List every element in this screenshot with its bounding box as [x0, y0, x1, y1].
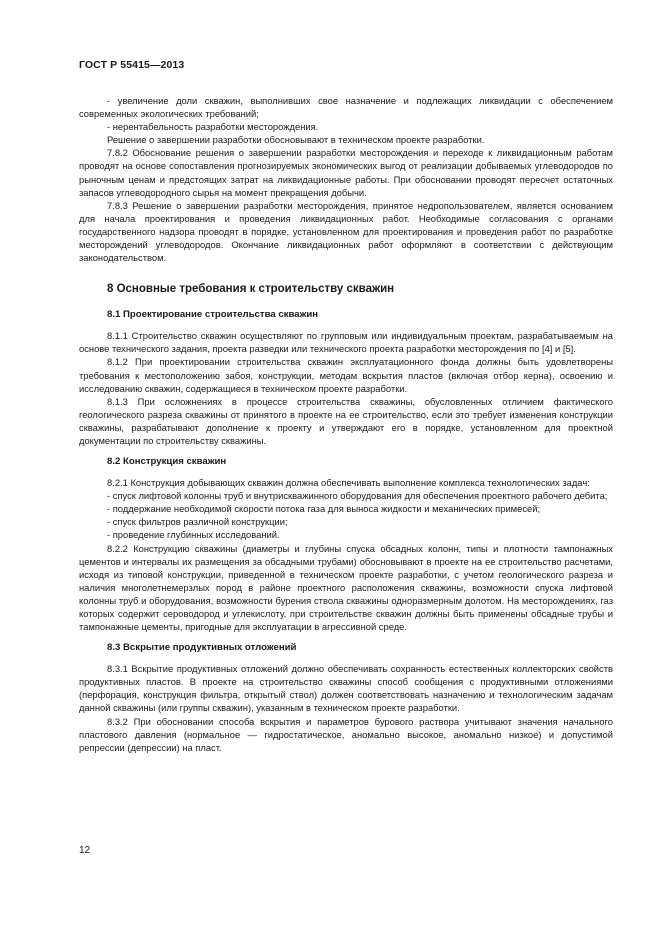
- clause-7-8-2: 7.8.2 Обоснование решения о завершении разработки месторождения и переходе к ликвидационным работам проводят на основе сопоставления прогнозируемых экономических выгод от реализации добываемых углеводородов по рыночным ценам и предстоящих затрат на ликвидационные работы. При обосновании проводят пересчет остаточных запасов углеводородного сырья на момент прекращения добычи.: [79, 147, 613, 198]
- page-body: [79, 94, 613, 754]
- clause-8-3-2: 8.3.2 При обосновании способа вскрытия и параметров бурового раствора учитывают значения начального пластового давления (нормальное — гидростатическое, аномально высокое, аномально низкое) и допустимой репрессии (депрессии) на пласт.: [79, 715, 613, 753]
- clause-8-1-2: 8.1.2 При проектировании строительства скважин эксплуатационного фонда должны быть удовлетворены требования к местоположению забоя, конструкции, методам вскрытия пластов (включая отбор керна), освоению и исследованию скважин, содержащиеся в техническом проекте разработки.: [79, 356, 613, 394]
- clause-8-1-1: 8.1.1 Строительство скважин осуществляют по групповым или индивидуальным проектам, разрабатываемым на основе технического задания, проекта разведки или технического проекта разработки месторождения по [4] и [5].: [79, 330, 613, 355]
- clause-8-2-2: 8.2.2 Конструкцию скважины (диаметры и глубины спуска обсадных колонн, типы и плотности тампонажных цементов и интервалы их размещения за обсадными трубами) обосновывают в проекте на ее строительство расчетами, исходя из типовой конструкции, приведенной в техническом проекте разработки, с учетом геологического разреза и наличия многолетнемерзлых пород в районе проектного расположения скважины, возможности спуска лифтовой колонны труб и оборудования, возможности бурения ствола скважины одноразмерным долотом. На месторождениях, газ которых содержит сероводород и углекислоту, при строительстве скважин должны быть применены обсадные трубы и тампонажные цементы, пригодные для эксплуатации в агрессивной среде.: [79, 542, 613, 633]
- standard-header: ГОСТ Р 55415—2013: [79, 59, 185, 71]
- clause-7-8-3: 7.8.3 Решение о завершении разработки месторождения, принятое недропользователем, является основанием для начала проектирования и проведения ликвидационных работ. Необходимые согласования с органами государственного надзора проводят в порядке, установленном для проектирования и проведения работ по разработке месторождений углеводородов. Окончание ликвидационных работ оформляют в соответствии с действующим законодательством.: [79, 199, 613, 264]
- section-8-heading: 8 Основные требования к строительству скважин: [107, 283, 395, 296]
- subsection-8-1-heading: 8.1 Проектирование строительства скважин: [107, 309, 319, 321]
- clause-8-1-3: 8.1.3 При осложнениях в процессе строительства скважины, обусловленных отличием фактического геологического разреза скважины от принятого в проекте на ее строительство, если это требует изменения конструкции скважины, разрабатывают дополнение к проекту и утверждают его в порядке, установленном для проектной документации по строительству скважины.: [79, 395, 613, 446]
- subsection-8-3-heading: 8.3 Вскрытие продуктивных отложений: [107, 642, 297, 654]
- subsection-8-2-heading: 8.2 Конструкция скважин: [107, 456, 227, 468]
- page-number: 12: [79, 845, 91, 856]
- intro-paragraph: Решение о завершении разработки обосновывают в техническом проекте разработки.: [107, 134, 485, 146]
- intro-paragraph: - увеличение доли скважин, выполнивших свое назначение и подлежащих ликвидации с обеспечением современных экологических требований;: [79, 95, 613, 120]
- list-item: - проведение глубинных исследований.: [107, 529, 280, 541]
- intro-paragraph: - нерентабельность разработки месторождения.: [107, 121, 319, 133]
- clause-8-3-1: 8.3.1 Вскрытие продуктивных отложений должно обеспечивать сохранность естественных коллекторских свойств продуктивных пластов. В проекте на строительство скважины способ сообщения с продуктивными отложениями (перфорация, конструкция фильтра, открытый ствол) должен соответствовать назначению и технологическим задачам данной скважины (или группы скважин), указанным в техническом проекте разработки.: [79, 663, 613, 714]
- clause-8-2-1: 8.2.1 Конструкция добывающих скважин должна обеспечивать выполнение комплекса технологических задач:: [107, 477, 590, 489]
- list-item: - спуск фильтров различной конструкции;: [107, 516, 288, 528]
- list-item: - поддержание необходимой скорости потока газа для выноса жидкости и механических примесей;: [107, 503, 541, 515]
- list-item: - спуск лифтовой колонны труб и внутрискважинного оборудования для обеспечения проектного рабочего дебита;: [107, 490, 608, 502]
